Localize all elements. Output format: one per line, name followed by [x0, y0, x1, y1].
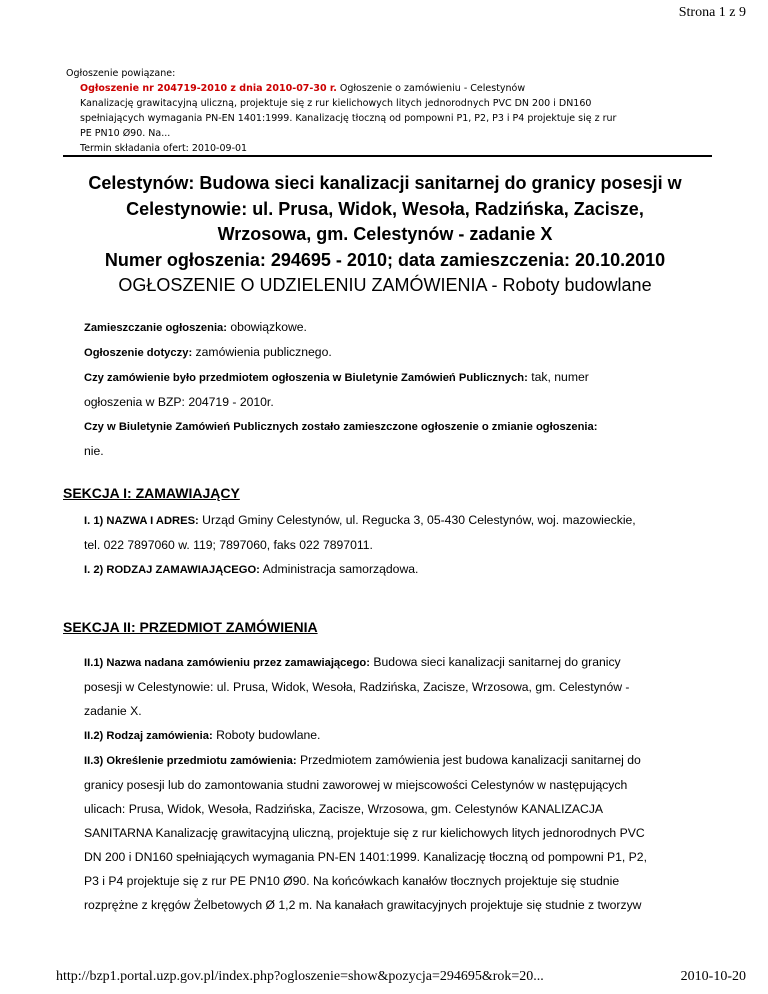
contracting-type-value: Administracja samorządowa. [259, 562, 419, 576]
change-label: Czy w Biuletynie Zamówień Publicznych zostało zamieszczone ogłoszenie o zmianie ogłoszenia: [84, 421, 598, 433]
section-1-content [84, 508, 636, 582]
subject-line-2: ulicach: Prusa, Widok, Wesoła, Radzińska, Zacisze, Wrzosowa, gm. Celestynów KANALIZACJA [84, 802, 604, 816]
bzp-number: ogłoszenia w BZP: 204719 - 2010r. [84, 395, 274, 409]
contact-phones: tel. 022 7897060 w. 119; 7897060, faks 022 7897011. [84, 538, 373, 552]
subject-value: Przedmiotem zamówienia jest budowa kanalizacji sanitarnej do [296, 753, 641, 767]
contract-type-value: Roboty budowlane. [212, 728, 321, 742]
bzp-label: Czy zamówienie było przedmiotem ogłoszenia w Biuletynie Zamówień Publicznych: [84, 372, 528, 384]
related-line-3: spełniających wymagania PN-EN 1401:1999. Kanalizację tłoczną od pompowni P1, P2, P3 i P4 projektuje się z rur [80, 113, 617, 124]
related-deadline: Termin składania ofert: 2010-09-01 [80, 143, 248, 154]
subject-line-4: DN 200 i DN160 spełniających wymagania PN-EN 1401:1999. Kanalizację tłoczną od pompowni P1, P2, [84, 850, 647, 864]
publication-label: Zamieszczanie ogłoszenia: [84, 322, 227, 334]
divider [63, 155, 712, 157]
contract-type-label: II.2) Rodzaj zamówienia: [84, 730, 213, 742]
publication-value: obowiązkowe. [227, 320, 307, 334]
concerns-label: Ogłoszenie dotyczy: [84, 347, 193, 359]
footer-date: 2010-10-20 [680, 969, 746, 984]
related-link-rest: Ogłoszenie o zamówieniu - Celestynów [336, 83, 526, 94]
change-value: nie. [84, 444, 104, 458]
notice-info [84, 315, 598, 463]
notice-number: Numer ogłoszenia: 294695 - 2010; data zamieszczenia: 20.10.2010 [104, 249, 666, 270]
title-line-3: Wrzosowa, gm. Celestynów - zadanie X [217, 224, 553, 244]
related-heading: Ogłoszenie powiązane: [66, 68, 176, 79]
related-line-4: PE PN10 Ø90. Na... [80, 128, 171, 139]
subject-label: II.3) Określenie przedmiotu zamówienia: [84, 755, 297, 767]
contract-name-value: Budowa sieci kanalizacji sanitarnej do granicy [370, 655, 621, 669]
subject-line-3: SANITARNA Kanalizację grawitacyjną uliczną, projektuje się z rur kielichowych litych jednorodnych PVC [84, 826, 645, 840]
title-line-2: Celestynowie: ul. Prusa, Widok, Wesoła, Radzińska, Zacisze, [126, 198, 644, 219]
related-notice [66, 66, 706, 156]
related-notice-link[interactable]: Ogłoszenie nr 204719-2010 z dnia 2010-07-30 r. [80, 83, 337, 94]
page-number: Strona 1 z 9 [678, 5, 746, 20]
concerns-value: zamówienia publicznego. [192, 345, 332, 359]
section-2-heading: SEKCJA II: PRZEDMIOT ZAMÓWIENIA [63, 619, 318, 635]
contract-name-label: II.1) Nazwa nadana zamówieniu przez zamawiającego: [84, 657, 370, 669]
page-footer [56, 969, 746, 985]
bzp-value: tak, numer [527, 370, 589, 384]
subject-line-6: rozprężne z kręgów Żelbetowych Ø 1,2 m. Na kanałach grawitacyjnych projektuje się studnie z tworzyw [84, 898, 642, 912]
footer-url: http://bzp1.portal.uzp.gov.pl/index.php?ogloszenie=show&pozycja=294695&rok=20... [56, 969, 544, 984]
related-line-2: Kanalizację grawitacyjną uliczną, projektuje się z rur kielichowych litych jednorodnych PVC DN 200 i DN160 [80, 98, 592, 109]
contract-name-cont-2: zadanie X. [84, 704, 142, 718]
title-line-1: Celestynów: Budowa sieci kanalizacji sanitarnej do granicy posesji w [88, 173, 682, 193]
contracting-type-label: I. 2) RODZAJ ZAMAWIAJĄCEGO: [84, 564, 260, 576]
section-2-content [84, 650, 647, 917]
subject-line-5: P3 i P4 projektuje się z rur PE PN10 Ø90. Na końcówkach kanałów tłocznych projektuje się studnie [84, 874, 620, 888]
subject-line-1: granicy posesji lub do zamontowania studni zaworowej w miejscowości Celestynów w następujących [84, 778, 628, 792]
notice-title [60, 171, 710, 299]
contract-name-cont-1: posesji w Celestynowie: ul. Prusa, Widok, Wesoła, Radzińska, Zacisze, Wrzosowa, gm. Celestynów - [84, 680, 630, 694]
notice-type: OGŁOSZENIE O UDZIELENIU ZAMÓWIENIA - Roboty budowlane [118, 275, 652, 295]
name-address-value: Urząd Gminy Celestynów, ul. Regucka 3, 05-430 Celestynów, woj. mazowieckie, [198, 513, 636, 527]
section-1-heading: SEKCJA I: ZAMAWIAJĄCY [63, 485, 240, 501]
name-address-label: I. 1) NAZWA I ADRES: [84, 515, 199, 527]
